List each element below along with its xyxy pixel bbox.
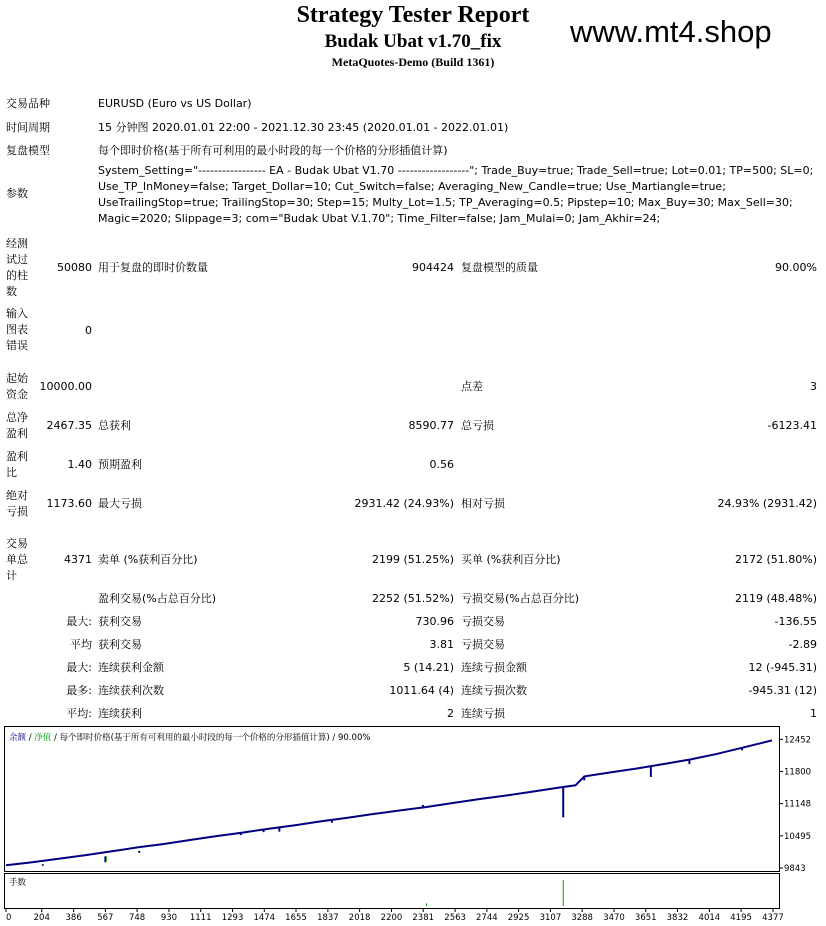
y-tick-label: 12452 xyxy=(784,735,812,746)
max-dd-value: 2931.42 (24.93%) xyxy=(354,497,454,510)
abs-dd-value: 1173.60 xyxy=(46,497,92,510)
largest-loss-value: -136.55 xyxy=(774,615,817,628)
balance-chart xyxy=(4,726,822,922)
pf-label: 盈利比 xyxy=(6,450,28,479)
y-tick-label: 9843 xyxy=(784,864,806,874)
x-tick-label: 3288 xyxy=(571,913,593,922)
rel-dd-label: 相对亏损 xyxy=(461,497,505,510)
model-label: 复盘模型 xyxy=(6,144,50,157)
bars-label: 经测试过的柱数 xyxy=(6,237,28,298)
deposit-label: 起始资金 xyxy=(6,372,28,401)
errors-value: 0 xyxy=(85,324,92,337)
trades-value: 4371 xyxy=(64,553,92,566)
x-tick-label: 1111 xyxy=(189,913,212,922)
loss-trades-label: 亏损交易(%占总百分比) xyxy=(461,592,580,605)
avg-wins-value: 2 xyxy=(447,707,454,720)
x-tick-label: 2381 xyxy=(412,913,435,922)
x-tick-label: 3470 xyxy=(603,913,625,922)
x-tick-label: 204 xyxy=(33,913,50,922)
avg-losses-label: 连续亏损 xyxy=(461,707,505,720)
bars-value: 50080 xyxy=(57,261,92,274)
deposit-value: 10000.00 xyxy=(39,380,92,393)
x-tick-label: 2925 xyxy=(507,913,530,922)
errors-label: 输入图表错误 xyxy=(6,307,28,352)
avg-losses-value: 1 xyxy=(810,707,817,720)
avg-profit-label: 获利交易 xyxy=(98,638,142,651)
avg-loss-label: 亏损交易 xyxy=(461,638,505,651)
gross-profit-value: 8590.77 xyxy=(408,419,454,432)
spread-value: 3 xyxy=(810,380,817,393)
largest-profit-value: 730.96 xyxy=(415,615,454,628)
x-tick-label: 4014 xyxy=(698,913,721,922)
lot-frame xyxy=(5,874,780,909)
max-prefix: 最大: xyxy=(66,661,92,674)
most-loss-label: 连续亏损次数 xyxy=(461,684,527,697)
lot-label: 手数 xyxy=(9,878,27,888)
largest-profit-label: 获利交易 xyxy=(98,615,142,628)
x-tick-label: 1293 xyxy=(221,913,244,922)
period-label: 时间周期 xyxy=(6,121,50,134)
build-info: MetaQuotes-Demo (Build 1361) xyxy=(331,55,495,69)
x-tick-label: 2200 xyxy=(380,913,403,922)
max-wins-value: 5 (14.21) xyxy=(403,661,454,674)
x-tick-label: 2563 xyxy=(444,913,466,922)
x-tick-label: 2744 xyxy=(476,913,498,922)
x-tick-label: 386 xyxy=(65,913,82,922)
y-tick-label: 10495 xyxy=(784,831,812,842)
symbol-value: EURUSD (Euro vs US Dollar) xyxy=(98,97,252,110)
avg2-prefix: 平均: xyxy=(66,707,92,720)
abs-dd-label: 绝对亏损 xyxy=(6,489,28,518)
expert-name: Budak Ubat v1.70_fix xyxy=(324,31,502,52)
loss-trades-value: 2119 (48.48%) xyxy=(734,592,817,605)
x-tick-label: 2018 xyxy=(348,913,371,922)
rel-dd-value: 24.93% (2931.42) xyxy=(717,497,817,510)
legend-quality: 90.00% xyxy=(338,733,371,743)
x-tick-label: 1837 xyxy=(317,913,339,922)
spread-label: 点差 xyxy=(461,380,483,393)
legend-sep1: / xyxy=(26,733,35,743)
svg-text:余额 / 净值 / 每个即时价格(基于所有可利用的最小时段的 xyxy=(9,732,370,743)
period-value: 15 分钟图 2020.01.01 22:00 - 2021.12.30 23:45 (2020.01.01 - 2022.01.01) xyxy=(98,121,509,134)
max-losses-label: 连续亏损金额 xyxy=(461,661,527,674)
average-prefix: 平均 xyxy=(70,638,92,651)
most-profit-value: 1011.64 (4) xyxy=(389,684,454,697)
legend-sep3: / xyxy=(329,733,339,743)
profit-trades-label: 盈利交易(%占总百分比) xyxy=(98,592,217,605)
profit-trades-value: 2252 (51.52%) xyxy=(371,592,454,605)
pf-value: 1.40 xyxy=(67,458,92,471)
x-tick-label: 1655 xyxy=(285,913,307,922)
x-tick-label: 567 xyxy=(97,913,114,922)
x-tick-label: 1474 xyxy=(253,913,276,922)
most-profit-label: 连续获利次数 xyxy=(98,684,164,697)
gross-loss-value: -6123.41 xyxy=(767,419,817,432)
long-label: 买单 (%获利百分比) xyxy=(461,553,561,566)
largest-prefix: 最大: xyxy=(66,615,92,628)
model-value: 每个即时价格(基于所有可利用的最小时段的每一个价格的分形插值计算) xyxy=(98,144,448,157)
watermark: www.mt4.shop xyxy=(570,14,772,49)
short-label: 卖单 (%获利百分比) xyxy=(98,553,198,566)
ticks-value: 904424 xyxy=(412,261,454,274)
quality-label: 复盘模型的质量 xyxy=(461,261,538,274)
y-tick-label: 11800 xyxy=(784,767,812,778)
x-tick-label: 3651 xyxy=(634,913,657,922)
long-value: 2172 (51.80%) xyxy=(734,553,817,566)
net-label: 总净盈利 xyxy=(6,411,28,440)
ticks-label: 用于复盘的即时价数量 xyxy=(98,261,208,274)
legend-balance: 余额 xyxy=(9,733,27,743)
avg-wins-label: 连续获利 xyxy=(98,707,142,720)
x-tick-label: 4377 xyxy=(762,913,784,922)
most-prefix: 最多: xyxy=(66,684,92,697)
x-tick-label: 3107 xyxy=(539,913,562,922)
max-wins-label: 连续获利金额 xyxy=(98,661,164,674)
gross-profit-label: 总获利 xyxy=(98,419,131,432)
x-tick-label: 930 xyxy=(160,913,178,922)
largest-loss-label: 亏损交易 xyxy=(461,615,505,628)
x-tick-label: 3832 xyxy=(666,913,689,922)
max-losses-value: 12 (-945.31) xyxy=(748,661,817,674)
report-title: Strategy Tester Report xyxy=(296,2,530,28)
x-tick-label: 0 xyxy=(6,913,12,922)
payoff-label: 预期盈利 xyxy=(98,458,142,471)
max-dd-label: 最大亏损 xyxy=(98,497,142,510)
gross-loss-label: 总亏损 xyxy=(461,419,494,432)
legend-equity: 净值 xyxy=(34,733,52,743)
avg-loss-value: -2.89 xyxy=(788,638,817,651)
quality-value: 90.00% xyxy=(775,261,817,274)
trades-label: 交易单总计 xyxy=(6,537,28,582)
x-tick-label: 4195 xyxy=(730,913,752,922)
most-loss-value: -945.31 (12) xyxy=(748,684,817,697)
payoff-value: 0.56 xyxy=(429,458,454,471)
x-tick-label: 748 xyxy=(128,913,146,922)
symbol-label: 交易品种 xyxy=(6,97,50,110)
y-tick-label: 11148 xyxy=(784,799,812,810)
short-value: 2199 (51.25%) xyxy=(371,553,454,566)
legend-model: 每个即时价格(基于所有可利用的最小时段的每一个价格的分形插值计算) xyxy=(59,733,330,743)
net-value: 2467.35 xyxy=(46,419,92,432)
params-value: System_Setting="----------------- EA - Budak Ubat V1.70 ------------------"; Trade_Buy=true; Trade_Sell=true; Lot=0.01; TP=500; SL=0; Use_TP_InMoney=false; Target_Dollar=10; Cut_Switch=false; Averaging_New_Candle=true; Use_Martiangle=true; UseTrailingStop=true; TrailingStop=30; Step=15; Multy_Lot=1.5; TP_Averaging=0.5; Pipstep=10; Max_Buy=30; Max_Sell=30; Magic=2020; Slippage=3; com="Budak Ubat V.1.70"; Time_Filter=false; Jam_Mulai=0; Jam_Akhir=24; xyxy=(98,164,814,225)
params-label: 参数 xyxy=(6,187,28,200)
legend-sep2: / xyxy=(51,733,60,743)
avg-profit-value: 3.81 xyxy=(429,638,454,651)
